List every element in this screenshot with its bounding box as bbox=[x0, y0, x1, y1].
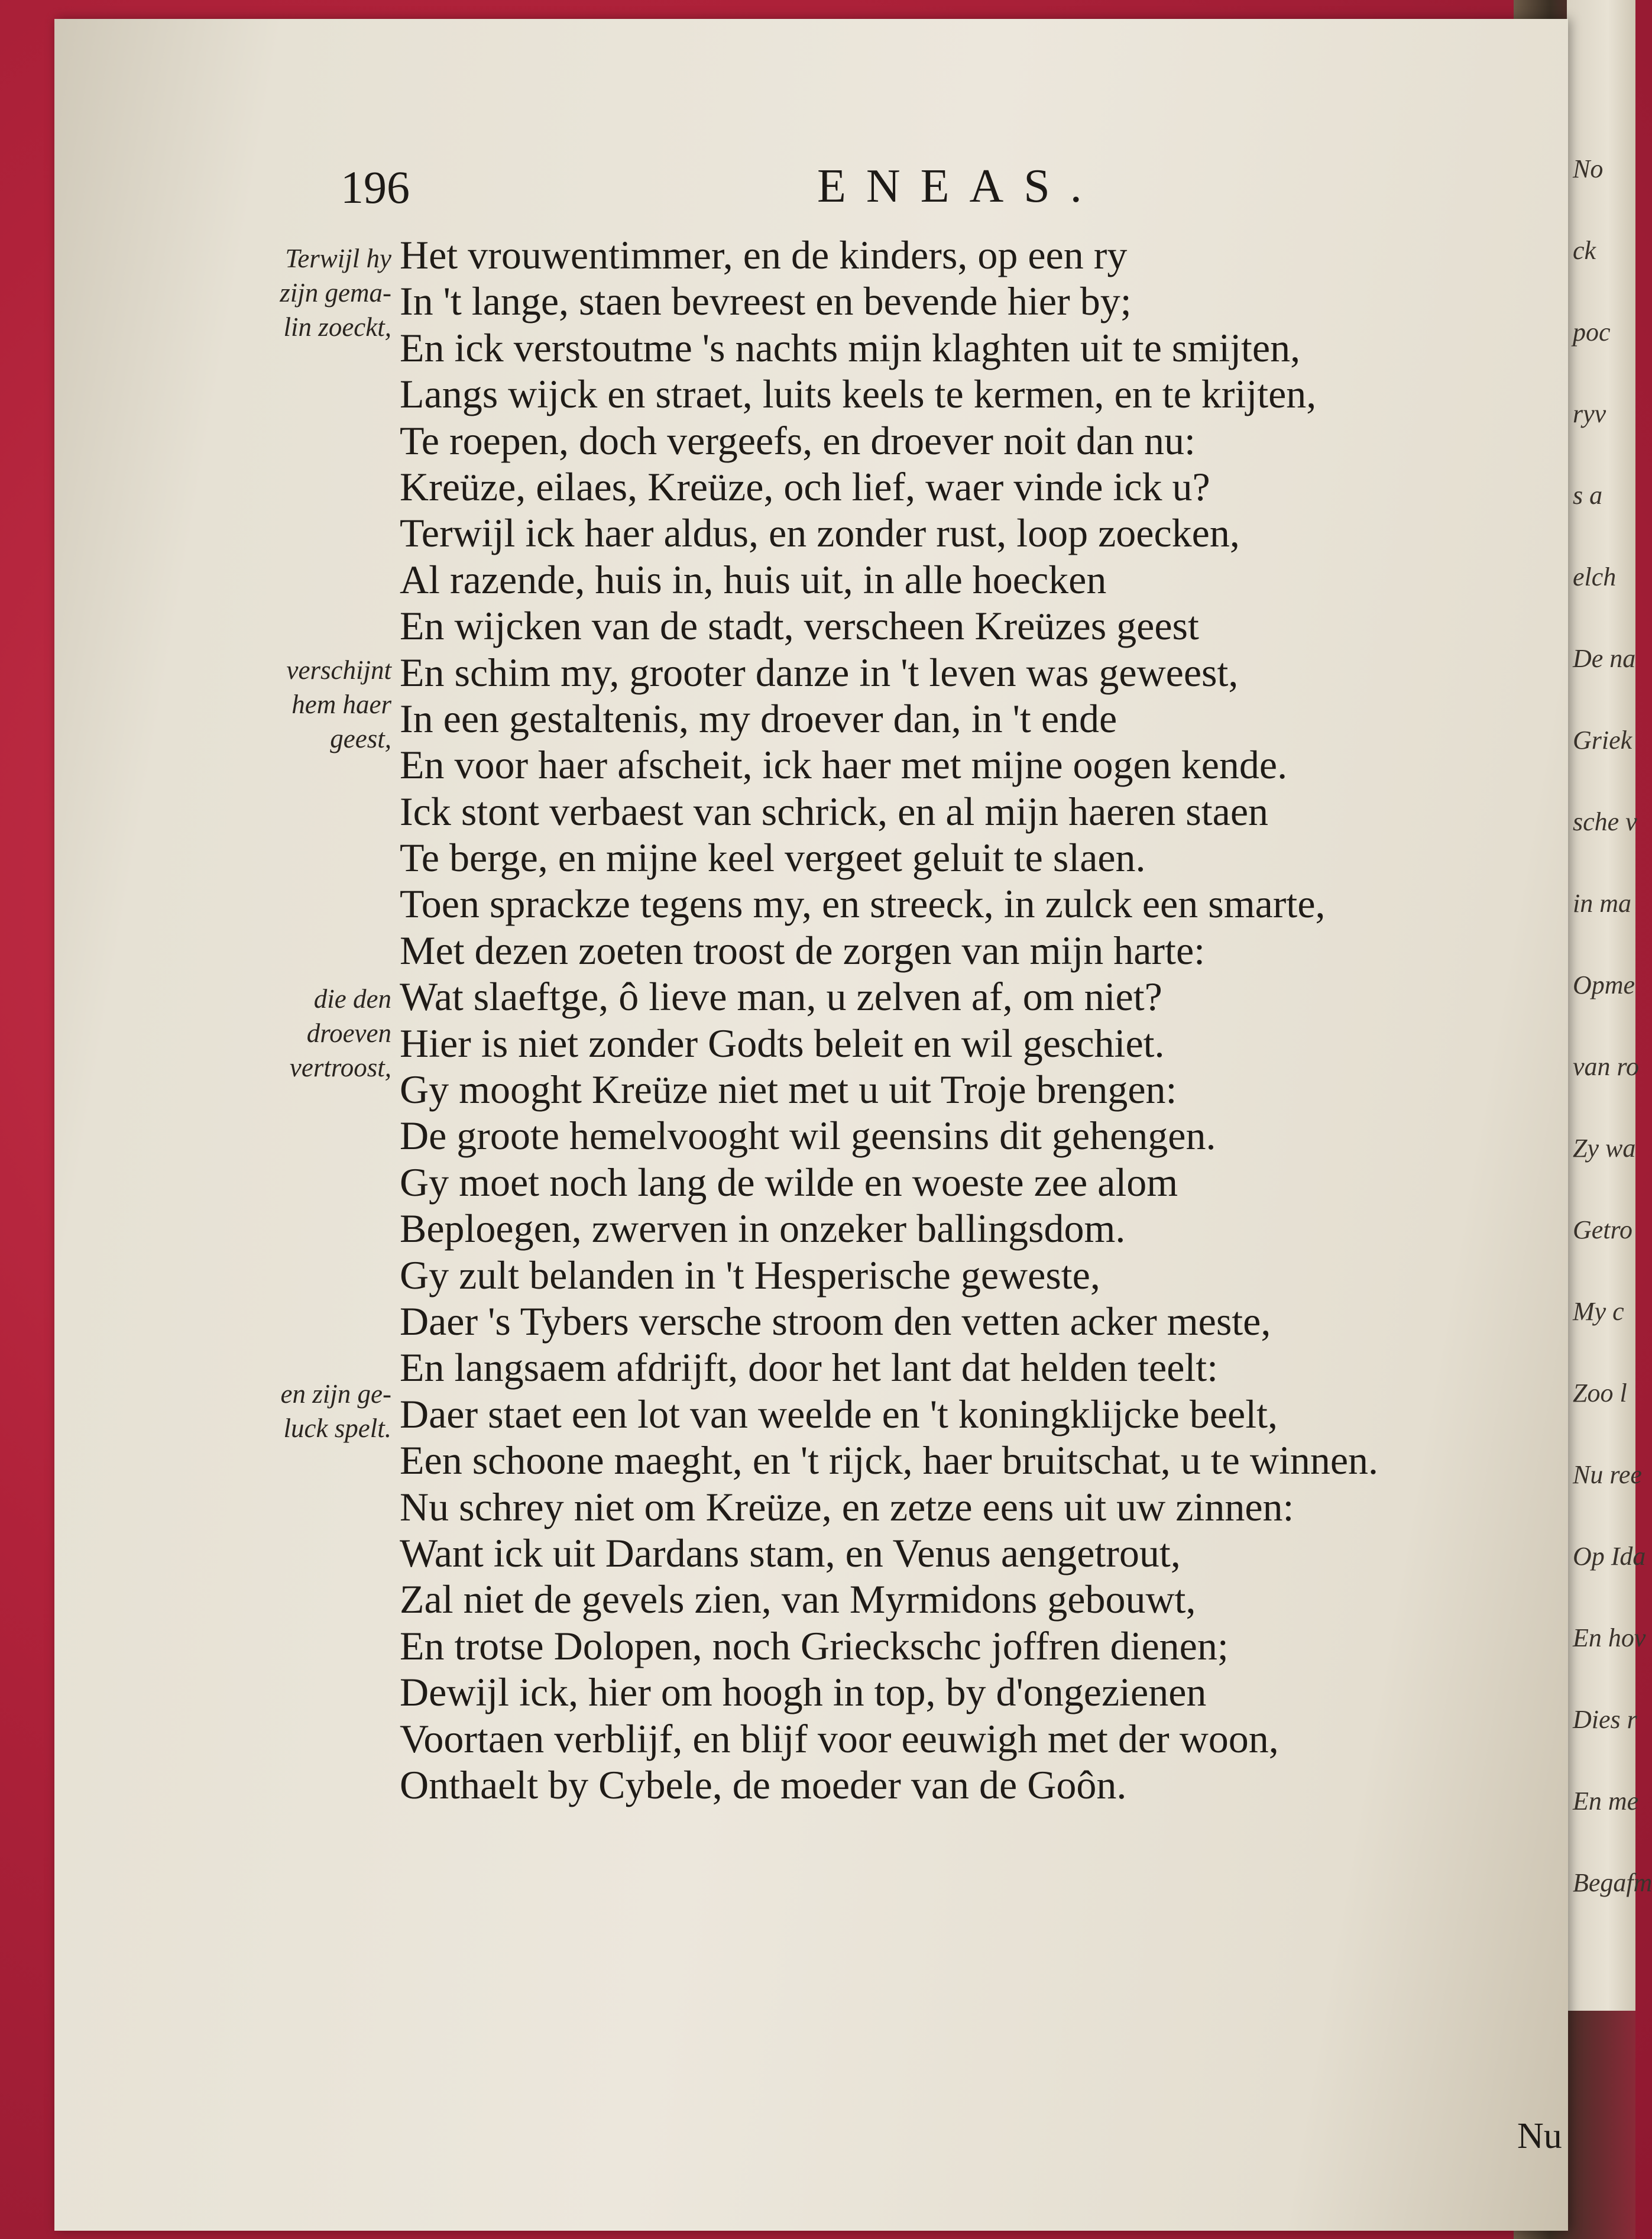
verse-line: Hier is niet zonder Godts beleit en wil geschiet. bbox=[400, 1020, 1165, 1066]
next-page-fragment: Zy wa bbox=[1573, 1134, 1636, 1163]
verse-line: Nu schrey niet om Kreüze, en zetze eens uit uw zinnen: bbox=[400, 1484, 1294, 1529]
margin-note-line: die den bbox=[313, 984, 391, 1014]
verse-line: Te roepen, doch vergeefs, en droever noit dan nu: bbox=[400, 418, 1196, 463]
margin-note-line: luck spelt. bbox=[283, 1413, 391, 1443]
margin-note bbox=[232, 241, 391, 344]
next-page-fragment: ck bbox=[1573, 236, 1596, 265]
margin-note-line: droeven bbox=[306, 1018, 391, 1048]
margin-note bbox=[232, 1377, 391, 1445]
verse-block bbox=[400, 232, 1582, 1808]
verse-line: Wat slaeftge, ô lieve man, u zelven af, om niet? bbox=[400, 974, 1162, 1020]
book-page bbox=[54, 19, 1568, 2231]
verse-line: Voortaen verblijf, en blijf voor eeuwigh met der woon, bbox=[400, 1716, 1279, 1761]
verse-line: Beploegen, zwerven in onzeker ballingsdom. bbox=[400, 1206, 1126, 1251]
margin-note-line: geest, bbox=[330, 724, 391, 753]
verse-line: Gy zult belanden in 't Hesperische geweste, bbox=[400, 1252, 1100, 1298]
next-page-fragment: elch bbox=[1573, 562, 1617, 591]
margin-note-line: verschijnt bbox=[286, 655, 391, 685]
verse-line: Daer 's Tybers versche stroom den vetten acker meste, bbox=[400, 1298, 1271, 1344]
margin-note bbox=[232, 653, 391, 756]
verse-line: Dewijl ick, hier om hoogh in top, by d'ongezienen bbox=[400, 1669, 1207, 1715]
next-page-fragment: No bbox=[1573, 154, 1604, 183]
verse-line: Gy moet noch lang de wilde en woeste zee alom bbox=[400, 1159, 1178, 1205]
verse-line: Onthaelt by Cybele, de moeder van de Goôn. bbox=[400, 1762, 1127, 1807]
next-page-fragment: En me bbox=[1573, 1787, 1639, 1816]
verse-line: En trotse Dolopen, noch Grieckschc joffren dienen; bbox=[400, 1623, 1229, 1668]
next-page-fragment: in ma bbox=[1573, 889, 1631, 918]
verse-line: Zal niet de gevels zien, van Myrmidons gebouwt, bbox=[400, 1577, 1196, 1622]
next-page-fragment: Op Ida bbox=[1573, 1542, 1646, 1571]
verse-line: Kreüze, eilaes, Kreüze, och lief, waer vinde ick u? bbox=[400, 464, 1210, 509]
next-page-fragment: Begafm bbox=[1573, 1868, 1652, 1897]
margin-note-line: hem haer bbox=[291, 690, 391, 719]
page-number: 196 bbox=[341, 161, 410, 213]
catchword: Nu bbox=[1517, 2116, 1562, 2156]
margin-note bbox=[232, 982, 391, 1085]
next-page-fragment: van ro bbox=[1573, 1052, 1640, 1081]
verse-line: In een gestaltenis, my droever dan, in 't ende bbox=[400, 695, 1117, 741]
next-page-fragment: Zoo l bbox=[1573, 1379, 1627, 1408]
next-page-fragment: poc bbox=[1573, 318, 1611, 347]
next-page-fragment: Opme bbox=[1573, 970, 1635, 999]
next-page-fragment: Griek bbox=[1573, 726, 1632, 755]
margin-note-line: zijn gema- bbox=[280, 278, 391, 308]
verse-line: Terwijl ick haer aldus, en zonder rust, loop zoecken, bbox=[400, 510, 1240, 556]
next-page-fragment: Nu ree bbox=[1573, 1460, 1642, 1489]
verse-line: Al razende, huis in, huis uit, in alle hoecken bbox=[400, 556, 1107, 602]
next-page-fragment: En hov bbox=[1573, 1623, 1646, 1652]
verse-line: In 't lange, staen bevreest en bevende hier by; bbox=[400, 279, 1132, 324]
verse-line: Het vrouwentimmer, en de kinders, op een ry bbox=[400, 232, 1128, 277]
next-page-fragment: sche v bbox=[1573, 807, 1637, 836]
margin-note-line: en zijn ge- bbox=[280, 1379, 391, 1409]
verse-line: Een schoone maeght, en 't rijck, haer bruitschat, u te winnen. bbox=[400, 1438, 1379, 1483]
verse-line: En langsaem afdrijft, door het lant dat helden teelt: bbox=[400, 1345, 1219, 1390]
verse-line: Ick stont verbaest van schrick, en al mijn haeren staen bbox=[400, 788, 1269, 834]
verse-line: De groote hemelvooght wil geensins dit gehengen. bbox=[400, 1113, 1216, 1159]
next-page-fragment: Getro bbox=[1573, 1215, 1633, 1244]
next-page-fragment: De na bbox=[1573, 644, 1636, 673]
verse-line: Langs wijck en straet, luits keels te kermen, en te krijten, bbox=[400, 371, 1317, 417]
verse-line: Met dezen zoeten troost de zorgen van mijn harte: bbox=[400, 927, 1206, 973]
verse-line: Te berge, en mijne keel vergeet geluit te slaen. bbox=[400, 835, 1146, 881]
verse-line: Daer staet een lot van weelde en 't koningklijcke beelt, bbox=[400, 1391, 1278, 1436]
verse-line: En voor haer afscheit, ick haer met mijne oogen kende. bbox=[400, 742, 1288, 788]
next-page-fragment: ryv bbox=[1573, 399, 1606, 428]
next-page-fragment: s a bbox=[1573, 481, 1603, 510]
verse-line: Want ick uit Dardans stam, en Venus aengetrout, bbox=[400, 1530, 1181, 1575]
verse-line: En wijcken van de stadt, verscheen Kreüzes geest bbox=[400, 603, 1199, 649]
verse-line: En ick verstoutme 's nachts mijn klaghten uit te smijten, bbox=[400, 325, 1301, 370]
next-page-fragment: My c bbox=[1573, 1297, 1624, 1326]
next-page-fragment: Dies r bbox=[1573, 1705, 1637, 1734]
verse-line: Gy mooght Kreüze niet met u uit Troje brengen: bbox=[400, 1067, 1177, 1112]
verse-line: En schim my, grooter danze in 't leven was geweest, bbox=[400, 649, 1239, 695]
margin-note-line: lin zoeckt, bbox=[283, 312, 391, 342]
running-head: ENEAS. bbox=[817, 160, 1102, 212]
verse-line: Toen sprackze tegens my, en streeck, in zulck een smarte, bbox=[400, 881, 1326, 927]
margin-note-line: Terwijl hy bbox=[285, 244, 391, 273]
margin-note-line: vertroost, bbox=[289, 1053, 391, 1082]
